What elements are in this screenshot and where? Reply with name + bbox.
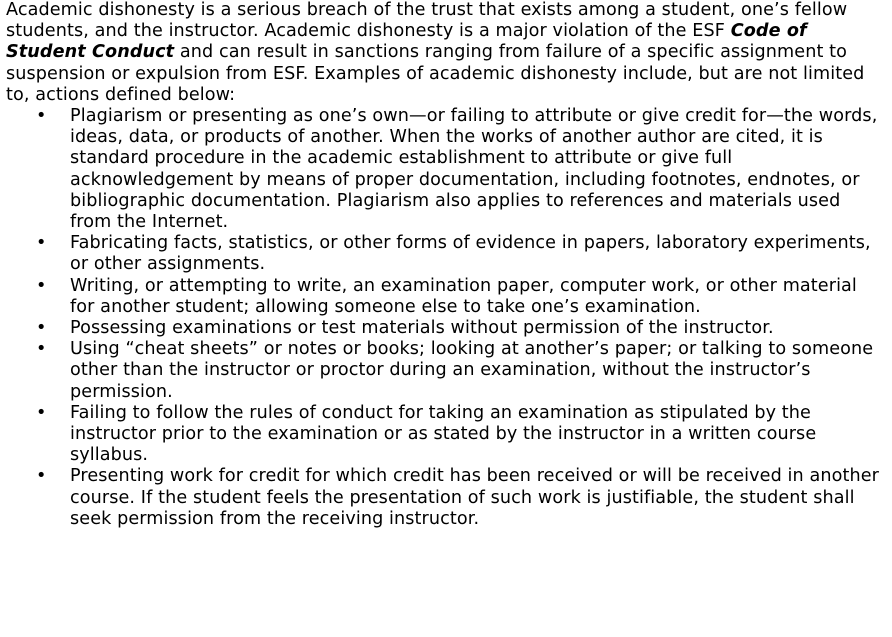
list-item-text: Possessing examinations or test materials without permission of the instructor. xyxy=(70,318,774,339)
document-body xyxy=(6,0,886,530)
list-item xyxy=(6,106,886,233)
list-item-text: Plagiarism or presenting as one’s own—or failing to attribute or give credit for—the words, ideas, data, or products of another. When the works of another author are cited, it is standard procedure in the academic establishment to attribute or give full acknowledgement by means of proper documentation, including footnotes, endnotes, or bibliographic documentation. Plagiarism also applies to references and materials used from the Internet. xyxy=(70,106,878,233)
list-item-text: Presenting work for credit for which credit has been received or will be received in another course. If the student feels the presentation of such work is justifiable, the student shall seek permission from the receiving instructor. xyxy=(70,466,879,529)
list-item xyxy=(6,276,886,318)
bullet-icon: • xyxy=(36,233,47,254)
code-of-conduct-title: Code of Student Conduct xyxy=(6,21,807,63)
list-item-text: Failing to follow the rules of conduct for taking an examination as stipulated by the instructor prior to the examination or as stated by the instructor in a written course syllabus. xyxy=(70,402,817,466)
list-item xyxy=(6,233,886,275)
bullet-icon: • xyxy=(36,106,47,127)
bullet-icon: • xyxy=(36,275,47,296)
list-item xyxy=(6,318,886,339)
intro-text-after: and can result in sanctions ranging from failure of a specific assignment to suspension or expulsion from ESF. Examples of academic dishonesty include, but are not limited to, actions defined below: xyxy=(6,42,865,105)
bullet-icon: • xyxy=(36,402,47,423)
list-item xyxy=(6,339,886,403)
intro-text-before: Academic dishonesty is a serious breach of the trust that exists among a student, one’s fellow students, and the instructor. Academic dishonesty is a major violation of the ESF xyxy=(6,0,848,42)
bullet-icon: • xyxy=(36,318,47,339)
list-item-text: Writing, or attempting to write, an examination paper, computer work, or other material for another student; allowing someone else to take one’s examination. xyxy=(70,275,857,317)
bullet-icon: • xyxy=(36,339,47,360)
list-item-text: Fabricating facts, statistics, or other forms of evidence in papers, laboratory experiments, or other assignments. xyxy=(70,233,871,275)
list-item xyxy=(6,466,886,530)
list-item xyxy=(6,403,886,467)
intro-paragraph xyxy=(6,0,886,106)
bullet-icon: • xyxy=(36,466,47,487)
list-item-text: Using “cheat sheets” or notes or books; looking at another’s paper; or talking to someone other than the instructor or proctor during an examination, without the instructor’s permission. xyxy=(70,339,874,402)
dishonesty-examples-list xyxy=(6,106,886,530)
